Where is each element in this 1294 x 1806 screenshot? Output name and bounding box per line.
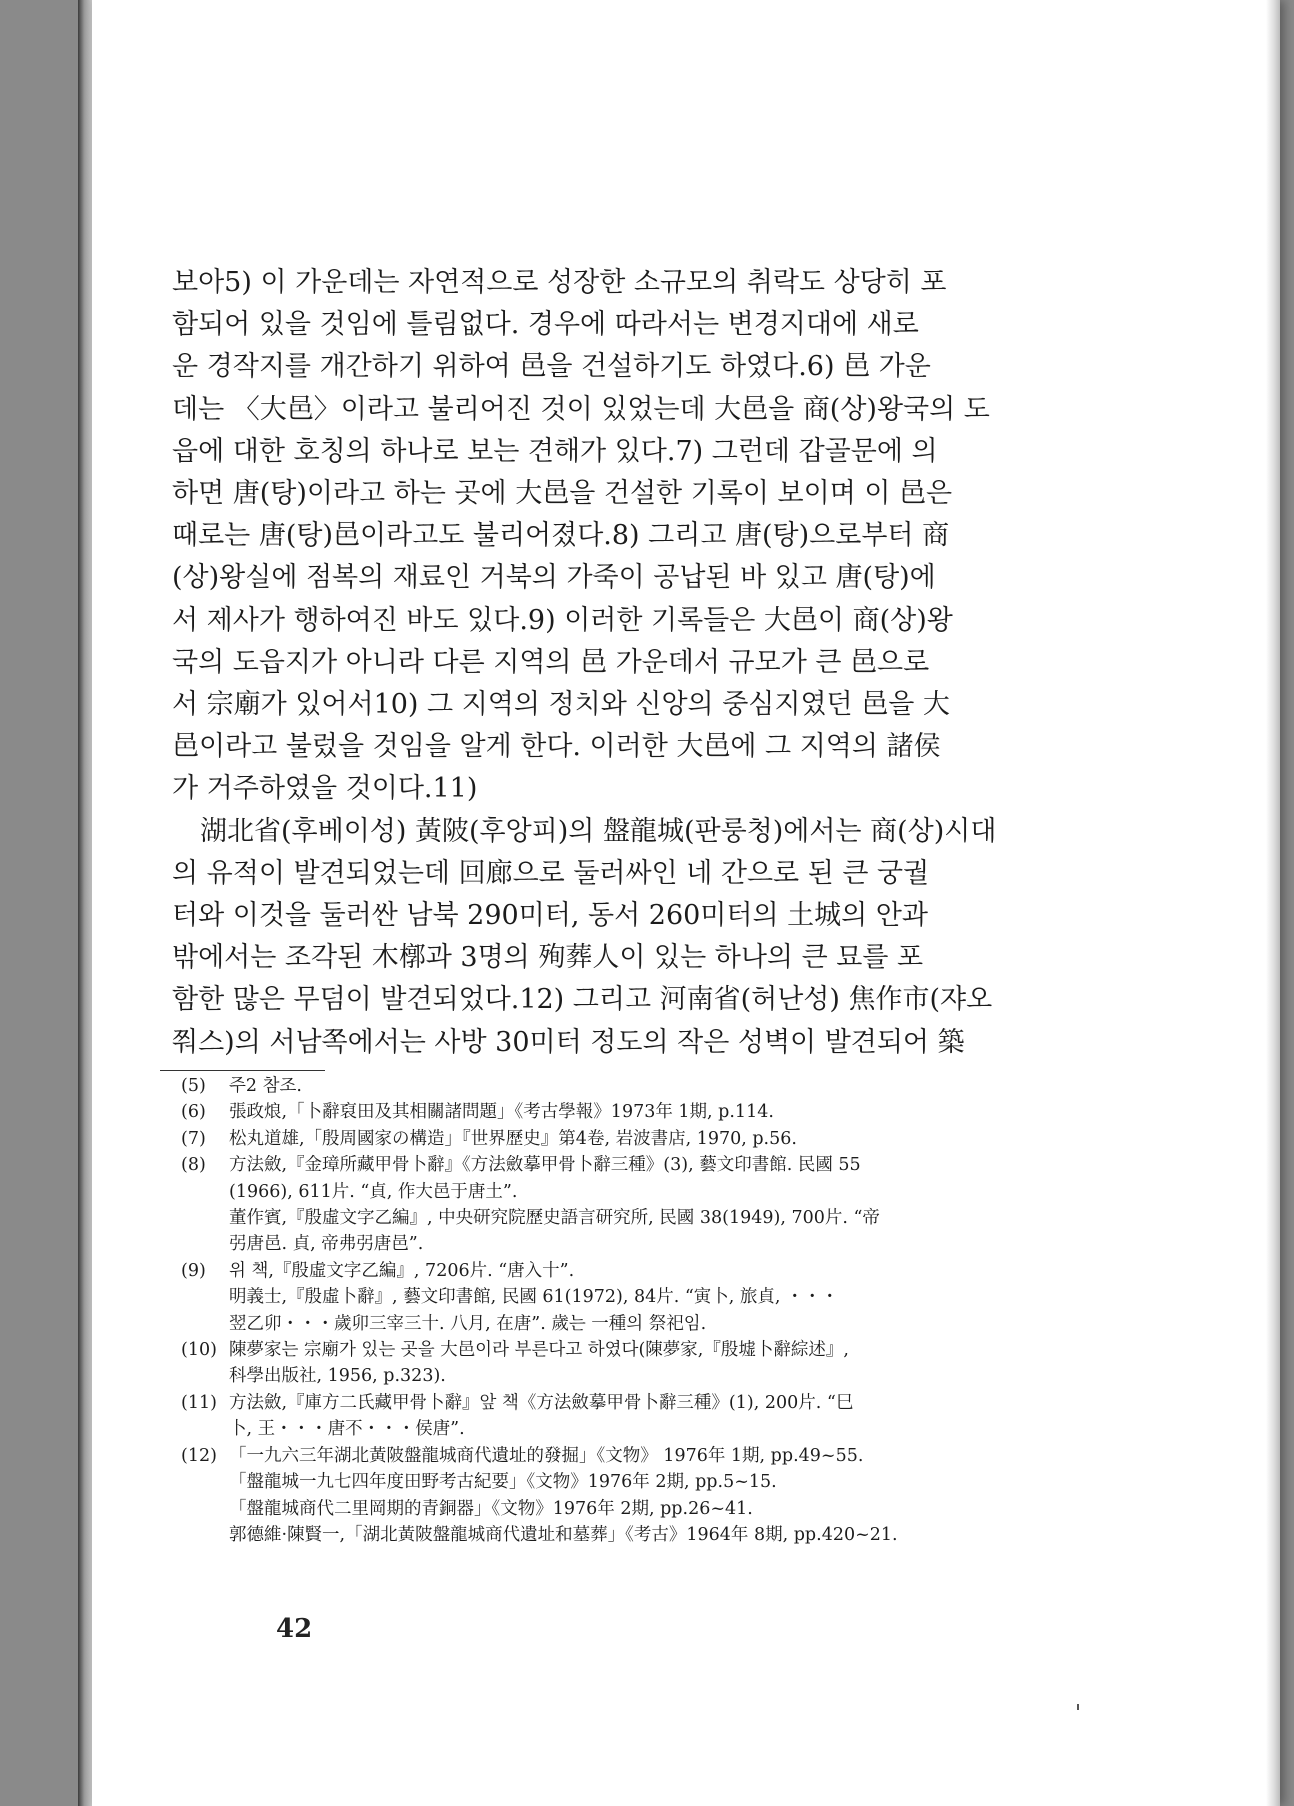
- footnote-subcitation: 董作賓,『殷虛文字乙編』, 中央研究院歷史語言研究所, 民國 38(1949), 700片. “帝: [229, 1208, 880, 1229]
- text-line: 국의 도읍지가 아니라 다른 지역의 邑 가운데서 규모가 큰 邑으로: [172, 646, 930, 678]
- body-text: [172, 262, 1114, 1064]
- footnote-subcitation: 「盤龍城一九七四年度田野考古紀要」《文物》1976年 2期, pp.5~15.: [229, 1472, 777, 1493]
- footnote-number: (8): [181, 1155, 206, 1176]
- text-line: 보아5) 이 가운데는 자연적으로 성장한 소규모의 취락도 상당히 포: [172, 267, 947, 298]
- footnote-text: 陳夢家는 宗廟가 있는 곳을 大邑이라 부른다고 하였다(陳夢家,『殷墟卜辭綜述』,: [229, 1340, 849, 1361]
- footnote-text: (1966), 611片. “貞, 作大邑于唐土”.: [229, 1181, 518, 1202]
- footnote-text: 「一九六三年湖北黃陂盤龍城商代遺址的發掘」《文物》 1976年 1期, pp.49~55.: [229, 1445, 864, 1466]
- footnote-text: 卜, 王・・・唐不・・・侯唐”.: [229, 1419, 465, 1440]
- footnote-subcitation: 郭德維·陳賢一,「湖北黃陂盤龍城商代遺址和墓葬」《考古》1964年 8期, pp.420~21.: [229, 1524, 898, 1545]
- scan-speck: [1077, 1704, 1079, 1710]
- paragraph-1: [172, 262, 1114, 811]
- page-number: 42: [276, 1614, 313, 1644]
- footnote-text: 위 책,『殷虛文字乙編』, 7206片. “唐入十”.: [229, 1260, 575, 1281]
- text-line: 서 宗廟가 있어서10) 그 지역의 정치와 신앙의 중심지였던 邑을 大: [172, 689, 950, 721]
- text-line: 가 거주하였을 것이다.11): [172, 773, 478, 805]
- footnote-9: [181, 1258, 1116, 1337]
- footnote-6: [181, 1099, 1116, 1125]
- text-line: (상)왕실에 점복의 재료인 거북의 가죽이 공납된 바 있고 唐(탕)에: [172, 562, 936, 594]
- text-line: 데는 〈大邑〉이라고 불리어진 것이 있었는데 大邑을 商(상)왕국의 도: [172, 393, 990, 425]
- page-edge-shadow: [1266, 0, 1280, 1806]
- text-line: 의 유적이 발견되었는데 回廊으로 둘러싸인 네 간으로 된 큰 궁궐: [172, 857, 930, 889]
- footnote-subcitation: 翌乙卯・・・歲卯三宰三十. 八月, 在唐”. 歲는 一種의 祭祀임.: [229, 1313, 707, 1334]
- text-line: 湖北省(후베이성) 黃陂(후앙피)의 盤龍城(판룽청)에서는 商(상)시대: [200, 815, 997, 847]
- footnote-text: 科學出版社, 1956, p.323).: [229, 1366, 446, 1387]
- footnote-number: (9): [181, 1260, 206, 1281]
- footnote-12: [181, 1443, 1116, 1549]
- footnote-number: (7): [181, 1128, 206, 1149]
- text-line: 터와 이것을 둘러싼 남북 290미터, 동서 260미터의 土城의 안과: [172, 900, 928, 932]
- footnote-5: [181, 1073, 1116, 1099]
- paragraph-2: [172, 811, 1114, 1064]
- footnote-10: [181, 1337, 1116, 1390]
- footnote-text: 方法斂,『庫方二氏藏甲骨卜辭』앞 책《方法斂摹甲骨卜辭三種》(1), 200片. “巳: [229, 1392, 854, 1413]
- text-line: 읍에 대한 호칭의 하나로 보는 견해가 있다.7) 그런데 갑골문에 의: [172, 435, 938, 467]
- footnote-number: (10): [181, 1340, 217, 1361]
- text-line: 함되어 있을 것임에 틀림없다. 경우에 따라서는 변경지대에 새로: [172, 309, 919, 341]
- footnote-text: 주2 참조.: [229, 1076, 302, 1096]
- text-line: 밖에서는 조각된 木槨과 3명의 殉葬人이 있는 하나의 큰 묘를 포: [172, 942, 924, 974]
- footnote-number: (12): [181, 1445, 217, 1466]
- text-line: 운 경작지를 개간하기 위하여 邑을 건설하기도 하였다.6) 邑 가운: [172, 351, 931, 383]
- text-line: 서 제사가 행하여진 바도 있다.9) 이러한 기록들은 大邑이 商(상)왕: [172, 604, 953, 636]
- footnote-number: (5): [181, 1076, 206, 1096]
- footnote-number: (6): [181, 1102, 206, 1123]
- footnote-separator: [160, 1070, 325, 1071]
- text-line: 함한 많은 무덤이 발견되었다.12) 그리고 河南省(허난성) 焦作市(쟈오: [172, 984, 993, 1016]
- footnote-text: 松丸道雄,「殷周國家の構造」『世界歷史』第4卷, 岩波書店, 1970, p.56.: [229, 1128, 797, 1149]
- footnote-subcitation: 弜唐邑. 貞, 帝弗弜唐邑”.: [229, 1234, 424, 1255]
- footnotes-list: [181, 1073, 1116, 1548]
- footnote-8: [181, 1152, 1116, 1258]
- footnote-7: [181, 1126, 1116, 1152]
- text-line: 때로는 唐(탕)邑이라고도 불리어졌다.8) 그리고 唐(탕)으로부터 商: [172, 520, 950, 552]
- text-line: 邑이라고 불렀을 것임을 알게 한다. 이러한 大邑에 그 지역의 諸侯: [172, 731, 941, 763]
- text-line: 쭤스)의 서남쪽에서는 사방 30미터 정도의 작은 성벽이 발견되어 築: [172, 1026, 965, 1058]
- footnote-text: 方法斂,『金璋所藏甲骨卜辭』《方法斂摹甲骨卜辭三種》(3), 藝文印書館. 民國 55: [229, 1155, 861, 1176]
- footnote-number: (11): [181, 1392, 217, 1413]
- footnote-text: 張政烺,「卜辭裒田及其相關諸問題」《考古學報》1973年 1期, p.114.: [229, 1102, 774, 1123]
- footnote-subcitation: 「盤龍城商代二里岡期的青銅器」《文物》1976年 2期, pp.26~41.: [229, 1498, 753, 1519]
- footnote-11: [181, 1390, 1116, 1443]
- text-line: 하면 唐(탕)이라고 하는 곳에 大邑을 건설한 기록이 보이며 이 邑은: [172, 478, 953, 510]
- footnote-subcitation: 明義士,『殷虛卜辭』, 藝文印書館, 民國 61(1972), 84片. “寅卜, 旅貞, ・・・: [229, 1287, 839, 1308]
